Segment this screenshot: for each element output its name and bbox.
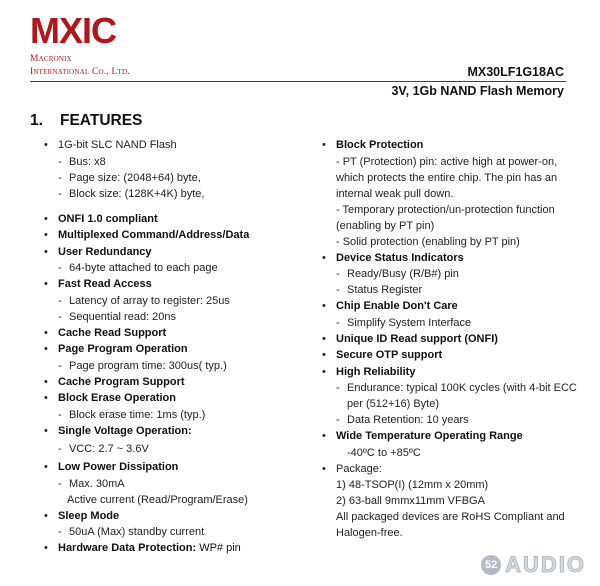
feature-subitem: - Max. 30mA <box>58 477 125 490</box>
section-heading <box>30 112 142 130</box>
feature-subitem: - Bus: x8 <box>58 155 106 168</box>
package-line: 2) 63-ball 9mmx11mm VFBGA <box>336 495 485 507</box>
feature-title: Fast Read Access <box>58 278 152 290</box>
feature-subitem: - 64-byte attached to each page <box>58 262 218 274</box>
feature-item: • Fast Read Access - Latency of array to register: 25us - Sequential read: 20ns <box>44 276 314 325</box>
feature-item: • Low Power Dissipation - Max. 30mA Active current (Read/Program/Erase) <box>44 459 314 508</box>
feature-title: Unique ID Read support (ONFI) <box>336 332 498 345</box>
feature-item: • ONFI 1.0 compliant <box>44 211 314 228</box>
features-right-column <box>322 137 584 541</box>
feature-title: 1G-bit SLC NAND Flash <box>58 139 177 151</box>
watermark-badge: 52 <box>481 555 501 575</box>
feature-title: User Redundancy <box>58 245 152 258</box>
feature-title: Hardware Data Protection: WP# pin <box>58 542 241 554</box>
feature-title: Single Voltage Operation: <box>58 424 192 437</box>
package-line: All packaged devices are RoHS Compliant and Halogen-free. <box>336 511 565 539</box>
feature-subitem-continued: Active current (Read/Program/Erase) <box>67 493 248 506</box>
feature-item: • Hardware Data Protection: WP# pin <box>44 540 314 557</box>
feature-item: • Block Protection - PT (Protection) pin: active high at power-on, which protects the entire chip. The pin has an internal weak pull down. - Temporary protection/un-protection function (enabling by PT pin) - Solid protection (enabling by PT pin) <box>322 137 584 250</box>
feature-subitem: - Simplify System Interface <box>336 316 472 329</box>
feature-subitem: - Ready/Busy (R/B#) pin <box>336 268 459 280</box>
feature-item: • User Redundancy - 64-byte attached to each page <box>44 244 314 277</box>
feature-item: • Device Status Indicators - Ready/Busy (R/B#) pin - Status Register <box>322 250 584 299</box>
feature-title: Secure OTP support <box>336 349 443 361</box>
feature-title: ONFI 1.0 compliant <box>58 212 158 225</box>
features-left-column <box>44 137 314 557</box>
feature-item: • High Reliability - Endurance: typical 100K cycles (with 4-bit ECC per (512+16) Byte) - Data Retention: 10 years <box>322 364 584 429</box>
feature-subitem: - Page program time: 300us( typ.) <box>58 359 227 372</box>
header-divider <box>30 81 566 82</box>
feature-paragraph: - Solid protection (enabling by PT pin) <box>336 235 520 248</box>
bullet: • <box>44 139 48 151</box>
feature-title: Multiplexed Command/Address/Data <box>58 229 250 241</box>
svg-text:MXIC: MXIC <box>30 12 116 48</box>
feature-item <box>44 137 314 202</box>
feature-subitem: - Endurance: typical 100K cycles (with 4-bit ECC per (512+16) Byte) <box>336 382 577 410</box>
feature-title: Package: <box>336 462 382 475</box>
section-number: 1. <box>30 112 43 129</box>
feature-subitem: - Status Register <box>336 284 423 296</box>
feature-subitem: - Block size: (128K+4K) byte, <box>58 187 205 200</box>
part-number: MX30LF1G18AC <box>467 65 564 79</box>
feature-title: High Reliability <box>336 365 416 378</box>
package-line: 1) 48-TSOP(I) (12mm x 20mm) <box>336 479 489 491</box>
feature-item: • Block Erase Operation - Block erase time: 1ms (typ.) <box>44 390 314 423</box>
feature-title: Chip Enable Don't Care <box>336 300 458 312</box>
feature-title: Device Status Indicators <box>336 251 464 264</box>
feature-title: Block Protection <box>336 139 424 151</box>
section-title: FEATURES <box>60 112 143 129</box>
feature-item: • Unique ID Read support (ONFI) <box>322 331 584 348</box>
feature-item: • Package: 1) 48-TSOP(I) (12mm x 20mm) 2) 63-ball 9mmx11mm VFBGA All packaged devices are RoHS Compliant and Halogen-free. <box>322 461 584 542</box>
feature-subitem: - Latency of array to register: 25us <box>58 294 230 307</box>
feature-paragraph: - PT (Protection) pin: active high at power-on, which protects the entire chip. The pin has an internal weak pull down. <box>336 155 558 200</box>
feature-item: • Chip Enable Don't Care - Simplify System Interface <box>322 298 584 331</box>
feature-subitem: - VCC: 2.7 ~ 3.6V <box>58 443 149 455</box>
feature-title: Low Power Dissipation <box>58 461 179 473</box>
feature-title: Page Program Operation <box>58 343 188 355</box>
feature-subitem: - Sequential read: 20ns <box>58 310 177 323</box>
feature-title: Cache Program Support <box>58 375 185 388</box>
watermark-text: AUDIO <box>505 552 586 577</box>
feature-item: • Cache Program Support <box>44 374 314 391</box>
feature-paragraph: - Temporary protection/un-protection function (enabling by PT pin) <box>336 203 555 232</box>
company-line-2: International Co., Ltd. <box>30 67 130 77</box>
company-name <box>30 53 130 79</box>
watermark <box>481 552 586 578</box>
document-subtitle: 3V, 1Gb NAND Flash Memory <box>391 84 564 98</box>
feature-item: • Page Program Operation - Page program time: 300us( typ.) <box>44 341 314 374</box>
feature-item: • Wide Temperature Operating Range -40ºC to +85ºC <box>322 428 584 461</box>
feature-item: • Sleep Mode - 50uA (Max) standby current <box>44 508 314 541</box>
feature-title: Block Erase Operation <box>58 392 176 404</box>
feature-title: Sleep Mode <box>58 509 120 522</box>
feature-title: Wide Temperature Operating Range <box>336 430 523 442</box>
feature-item: • Cache Read Support <box>44 325 314 342</box>
mxic-logo <box>30 12 148 48</box>
feature-subitem: - Data Retention: 10 years <box>336 414 469 426</box>
feature-subitem: - Page size: (2048+64) byte, <box>58 171 201 184</box>
feature-item: • Multiplexed Command/Address/Data <box>44 227 314 244</box>
company-line-1: Macronix <box>30 54 72 64</box>
feature-item: • Single Voltage Operation: - VCC: 2.7 ~ 3.6V <box>44 423 314 458</box>
feature-subitem: - 50uA (Max) standby current <box>58 526 205 538</box>
feature-subitem: -40ºC to +85ºC <box>347 446 421 459</box>
feature-subitem: - Block erase time: 1ms (typ.) <box>58 408 206 421</box>
feature-item: • Secure OTP support <box>322 347 584 364</box>
feature-title: Cache Read Support <box>58 326 167 339</box>
